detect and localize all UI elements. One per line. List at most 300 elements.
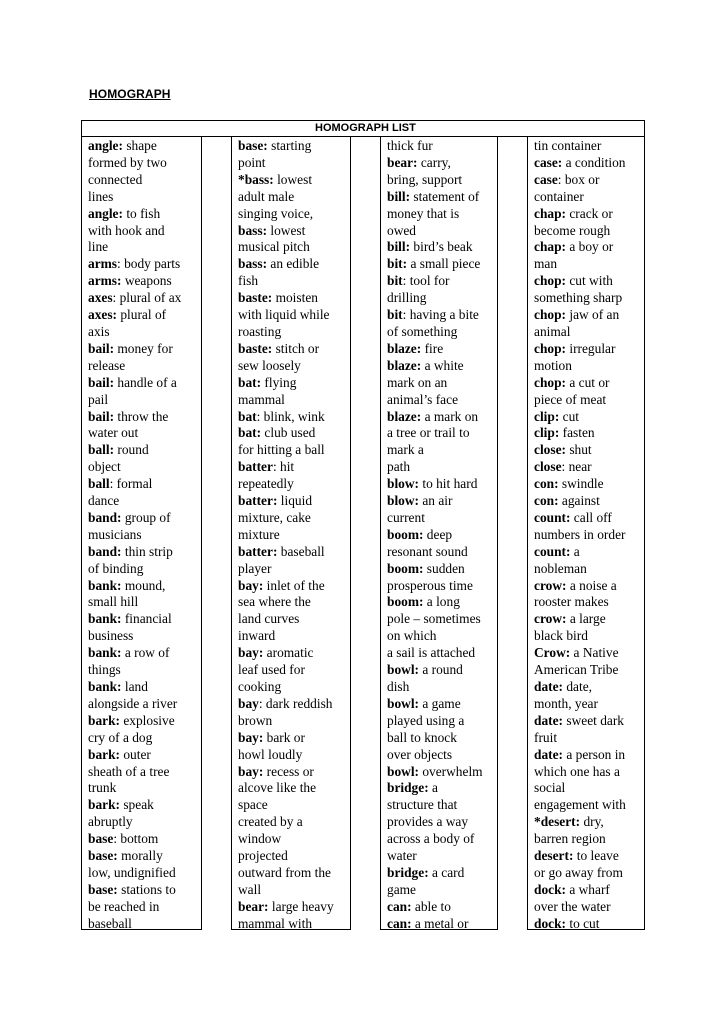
entry-term: bass: [238,222,268,238]
entry-line [88,679,201,696]
entry-definition: container [534,188,584,204]
entry-definition: piece of meat [534,391,607,407]
entry-definition: an air [419,493,453,509]
entry-definition: a person in [563,746,626,762]
entry-line [387,578,497,595]
entry-term: bank: [88,645,122,661]
entry-line [534,138,644,155]
entry-line [88,882,201,899]
entry-definition: lines [88,188,114,204]
entry-definition: provides a way [387,814,469,830]
entry-definition: a tree or trail to [387,425,470,441]
entry-definition: fire [421,340,444,356]
entry-line [88,189,201,206]
entry-term: case [534,171,558,187]
entry-definition: cry of a dog [88,729,153,745]
entry-definition: : tool for [402,273,450,289]
entry-line [534,459,644,476]
entry-line [88,544,201,561]
entry-line [387,290,497,307]
entry-definition: animal [534,323,571,339]
entry-definition: man [534,256,558,272]
entry-definition: a long [423,594,460,610]
entry-line [534,155,644,172]
entry-definition: player [238,560,272,576]
entry-line [534,611,644,628]
entry-definition: become rough [534,222,611,238]
entry-definition: things [88,662,121,678]
entry-line [387,341,497,358]
entry-definition: ball to knock [387,729,457,745]
entry-term: close [534,459,562,475]
entry-definition: lowest [273,171,313,187]
entry-line [387,747,497,764]
entry-line [534,594,644,611]
entry-definition: wall [238,881,262,897]
entry-term: bail: [88,340,115,356]
entry-term: *bass: [238,171,274,187]
entry-term: bark: [88,712,120,728]
entry-definition: small hill [88,594,139,610]
entry-line [238,578,350,595]
entry-definition: musical pitch [238,239,310,255]
entry-line [238,476,350,493]
entry-line [88,594,201,611]
entry-definition: crack or [566,205,613,221]
entry-definition: thin strip [121,543,173,559]
entry-definition: : body parts [117,256,181,272]
entry-definition: an edible [267,256,320,272]
entry-definition: cut with [566,273,613,289]
entry-term: bowl: [387,763,419,779]
entry-line [534,290,644,307]
entry-line [238,493,350,510]
entry-term: bat: [238,425,262,441]
entry-line [387,206,497,223]
entry-line [88,780,201,797]
entry-line [238,747,350,764]
entry-line [387,476,497,493]
entry-definition: sea where the [238,594,311,610]
table-title: HOMOGRAPH LIST [315,122,416,134]
entry-line [534,662,644,679]
entry-definition: financial [121,611,172,627]
entry-line [387,138,497,155]
entry-definition: a row of [121,645,170,661]
entry-definition: sheath of a tree [88,763,170,779]
entry-definition: barren region [534,831,606,847]
entry-term: desert: [534,848,574,864]
entry-line [387,409,497,426]
entry-line [238,814,350,831]
entry-definition: cooking [238,679,282,694]
entry-line [238,409,350,426]
entry-definition: a small piece [407,256,481,272]
entry-definition: numbers in order [534,526,626,542]
entry-line [238,223,350,240]
entry-line [534,476,644,493]
entry-definition: engagement with [534,797,626,813]
entry-line [387,155,497,172]
entry-term: angle: [88,138,123,153]
entry-line [387,780,497,797]
entry-term: con: [534,493,559,509]
entry-line [238,730,350,747]
entry-line [534,848,644,865]
entry-line [534,780,644,797]
entry-definition: fruit [534,729,558,745]
entry-term: ball: [88,442,115,458]
entry-term: count: [534,509,571,525]
entry-line [534,341,644,358]
entry-definition: call off [570,509,612,525]
entry-line [238,865,350,882]
entry-line [387,594,497,611]
entry-line [387,713,497,730]
entry-line [88,172,201,189]
entry-line [88,273,201,290]
entry-definition: stations to [117,881,176,897]
entry-line [534,256,644,273]
entry-line [88,493,201,510]
entry-term: baste: [238,340,273,356]
entry-line [88,256,201,273]
entry-term: batter [238,459,273,475]
entry-line [534,189,644,206]
entry-definition: a sail is attached [387,645,476,661]
entry-definition: overwhelm [419,763,483,779]
entry-definition: resonant sound [387,543,468,559]
entry-line [534,865,644,882]
entry-definition: a mark on [421,408,479,424]
entry-definition: carry, [417,154,451,170]
entry-line [88,764,201,781]
entry-definition: : having a bite [402,307,479,323]
entry-line [534,493,644,510]
entry-line [534,392,644,409]
entry-line [238,679,350,696]
entry-definition: mound, [121,577,166,593]
entry-term: arms: [88,273,122,289]
entry-line [387,493,497,510]
entry-term: blaze: [387,340,422,356]
entry-term: chap: [534,239,566,255]
entry-term: bowl: [387,695,419,711]
entry-term: boom: [387,526,424,542]
entry-line [88,696,201,713]
entry-term: base: [238,138,268,153]
entry-line [238,324,350,341]
entry-line [238,189,350,206]
entry-line [534,239,644,256]
entry-line [534,358,644,375]
entry-line [534,510,644,527]
entry-definition: to cut [566,915,600,930]
entry-line [238,172,350,189]
entry-line [534,206,644,223]
entry-line [238,273,350,290]
entry-line [534,375,644,392]
entry-definition: money that is [387,205,460,221]
entry-line [534,679,644,696]
entry-line [387,628,497,645]
entry-line [88,223,201,240]
entry-line [238,527,350,544]
entry-definition: to hit hard [419,476,478,492]
entry-definition: weapons [121,273,172,289]
entry-term: baste: [238,290,273,306]
entry-line [534,747,644,764]
entry-definition: be reached in [88,898,160,914]
entry-line [534,578,644,595]
entry-definition: singing voice, [238,205,314,221]
entry-term: base: [88,881,118,897]
entry-definition: : plural of ax [112,290,182,306]
entry-line [534,696,644,713]
entry-line [238,764,350,781]
entry-definition: over the water [534,898,611,914]
entry-line [88,611,201,628]
entry-term: chop: [534,273,566,289]
entry-definition: dish [387,679,410,694]
entry-term: bank: [88,679,122,694]
column-4 [527,137,645,930]
entry-line [387,358,497,375]
table-title-row [81,120,645,137]
entry-line [88,916,201,930]
entry-line [88,409,201,426]
entry-term: angle: [88,205,123,221]
entry-definition: mark on an [387,374,448,390]
entry-definition: jaw of an [566,307,620,323]
entry-definition: deep [423,526,453,542]
entry-definition: plural of [117,307,167,323]
entry-definition: across a body of [387,831,475,847]
entry-line [534,223,644,240]
entry-definition: a noise a [566,577,617,593]
entry-line [534,307,644,324]
entry-line [534,645,644,662]
entry-line [238,594,350,611]
entry-definition: a cut or [566,374,610,390]
entry-line [534,814,644,831]
entry-line [88,392,201,409]
entry-line [88,848,201,865]
entry-line [387,662,497,679]
entry-line [534,899,644,916]
entry-definition: round [114,442,149,458]
entry-line [534,916,644,930]
entry-term: bit [387,273,403,289]
entry-definition: inlet of the [263,577,325,593]
entry-definition: created by a [238,814,303,830]
entry-definition: bird’s beak [410,239,473,255]
entry-line [387,797,497,814]
entry-definition: a white [421,357,464,373]
entry-line [534,425,644,442]
entry-line [387,223,497,240]
entry-term: dock: [534,881,566,897]
entry-term: bridge: [387,864,429,880]
entry-line [238,206,350,223]
entry-definition: club used [261,425,316,441]
entry-definition: explosive [120,712,175,728]
entry-line [88,206,201,223]
entry-definition: dry, [580,814,604,830]
entry-definition: mixture, cake [238,509,311,525]
entry-line [387,392,497,409]
entry-definition: liquid [277,493,313,509]
entry-term: bark: [88,746,120,762]
entry-definition: : near [561,459,592,475]
entry-definition: owed [387,222,417,238]
entry-definition: month, year [534,695,598,711]
entry-definition: mixture [238,526,280,542]
entry-line [88,375,201,392]
entry-line [238,713,350,730]
entry-line [387,459,497,476]
entry-line [238,510,350,527]
entry-definition: able to [411,898,451,914]
entry-definition: motion [534,357,572,373]
entry-definition: speak [120,797,154,813]
entry-line [387,696,497,713]
entry-term: blow: [387,493,419,509]
entry-definition: a condition [562,154,626,170]
entry-line [534,764,644,781]
entry-definition: path [387,459,411,475]
entry-definition: cut [559,408,580,424]
entry-definition: handle of a [114,374,177,390]
entry-line [88,831,201,848]
entry-term: dock: [534,915,566,930]
entry-definition: sew loosely [238,357,301,373]
entry-term: chop: [534,307,566,323]
entry-definition: musicians [88,526,142,542]
entry-definition: low, undignified [88,864,176,880]
entry-line [88,459,201,476]
entry-definition: a [428,780,438,796]
entry-term: date: [534,746,564,762]
entry-term: bay: [238,763,264,779]
entry-term: clip: [534,425,560,441]
entry-definition: rooster makes [534,594,609,610]
entry-line [534,628,644,645]
entry-definition: bring, support [387,171,463,187]
entry-term: boom: [387,560,424,576]
entry-term: crow: [534,611,567,627]
entry-definition: land [121,679,148,694]
entry-definition: money for [114,340,173,356]
entry-definition: bark or [263,729,305,745]
entry-definition: formed by two [88,154,167,170]
entry-definition: abruptly [88,814,133,830]
entry-definition: game [387,881,416,897]
entry-term: crow: [534,577,567,593]
entry-definition: current [387,509,425,525]
entry-definition: with hook and [88,222,165,238]
entry-definition: dance [88,493,120,509]
entry-line [238,425,350,442]
entry-term: band: [88,509,122,525]
entry-definition: to leave [573,848,619,864]
entry-definition: for hitting a ball [238,442,325,458]
entry-definition: : box or [557,171,600,187]
entry-line [238,561,350,578]
entry-term: batter: [238,543,278,559]
entry-definition: nobleman [534,560,587,576]
entry-definition: land curves [238,611,300,627]
entry-line [88,307,201,324]
entry-definition: outward from the [238,864,331,880]
entry-definition: repeatedly [238,476,294,492]
entry-definition: a game [419,695,461,711]
entry-definition: a boy or [566,239,614,255]
entry-definition: water [387,848,417,864]
entry-definition: roasting [238,323,282,339]
entry-line [387,273,497,290]
entry-definition: against [558,493,600,509]
entry-definition: stitch or [272,340,320,356]
entry-line [88,442,201,459]
entry-definition: played using a [387,712,465,728]
entry-line [387,189,497,206]
entry-term: bay: [238,645,264,661]
entry-definition: adult male [238,188,295,204]
entry-line [387,645,497,662]
entry-line [238,341,350,358]
entry-definition: window [238,831,282,847]
column-3 [380,137,498,930]
entry-line [534,882,644,899]
entry-definition: alongside a river [88,695,178,711]
entry-line [88,324,201,341]
entry-definition: space [238,797,268,813]
entry-definition: mammal [238,391,285,407]
entry-line [534,442,644,459]
entry-line [534,730,644,747]
entry-definition: shape [122,138,157,153]
entry-definition: group of [121,509,171,525]
entry-line [88,662,201,679]
entry-line [534,324,644,341]
entry-line [534,409,644,426]
entry-definition: inward [238,628,276,644]
entry-definition: morally [117,848,163,864]
entry-term: clip: [534,408,560,424]
entry-definition: swindle [558,476,604,492]
entry-term: con: [534,476,559,492]
entry-term: *desert: [534,814,581,830]
entry-line [238,155,350,172]
entry-term: bail: [88,408,115,424]
entry-definition: baseball [277,543,325,559]
entry-term: bridge: [387,780,429,796]
entry-term: date: [534,679,564,694]
entry-definition: leaf used for [238,662,305,678]
page-heading: HOMOGRAPH [89,87,171,101]
entry-line [387,510,497,527]
entry-term: bill: [387,188,411,204]
entry-definition: drilling [387,290,427,306]
entry-line [534,273,644,290]
entry-line [238,916,350,930]
entry-definition: flying [261,374,297,390]
entry-definition: American Tribe [534,662,619,678]
entry-term: count: [534,543,571,559]
entry-line [387,561,497,578]
entry-definition: object [88,459,121,475]
